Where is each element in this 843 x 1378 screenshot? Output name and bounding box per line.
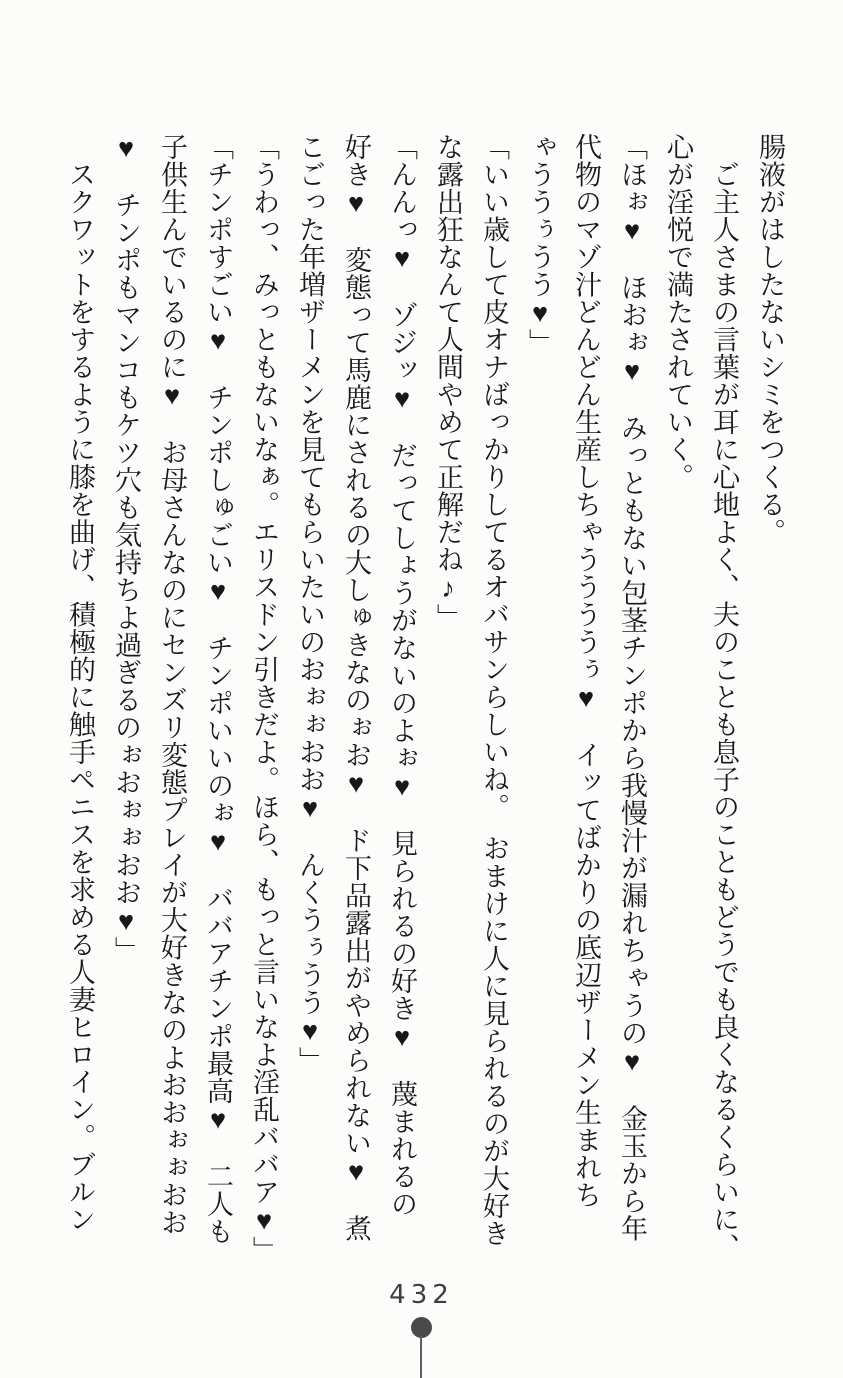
- page-marker-dot-icon: [411, 1317, 432, 1338]
- text-column: 「んんっ♥ ゾジッ♥ だってしょうがないのよぉ♥ 見られるの好き♥ 蔑まれるの: [387, 133, 417, 1218]
- text-column: 「うわっ、みっともないなぁ。エリスドン引きだよ。ほら、もっと言いなよ淫乱ババア♥」: [249, 133, 279, 1264]
- text-column: 「チンポすごい♥ チンポしゅごい♥ チンポいいのぉ♥ ババアチンポ最高♥ 二人も: [203, 133, 233, 1245]
- text-column: 「いい歳して皮オナばっかりしてるオバサンらしいね。 おまけに人に見られるのが大好き: [479, 133, 509, 1247]
- text-column: 心が淫悦で満たされていく。: [663, 133, 693, 491]
- text-column: こごった年増ザーメンを見てもらいたいのおぉぉおお♥ んくうぅうう♥」: [295, 133, 325, 1074]
- text-column: ゃううぅうう♥」: [525, 133, 555, 356]
- text-column: 「ほぉ♥ ほおぉ♥ みっともない包茎チンポから我慢汁が漏れちゃうの♥ 金玉から年: [617, 133, 647, 1242]
- page-marker-stem: [420, 1336, 422, 1378]
- page-number: 432: [389, 1280, 454, 1310]
- page-text: [57, 133, 793, 1283]
- text-column: 腸液がはしたないシミをつくる。: [755, 133, 785, 546]
- text-column: スクワットをするように膝を曲げ、積極的に触手ペニスを求める人妻ヒロイン。ブルン: [65, 133, 95, 1233]
- text-column: 代物のマゾ汁どんどん生産しちゃううううぅ♥ イッてばかりの底辺ザーメン生まれち: [571, 133, 601, 1209]
- text-column: ご主人さまの言葉が耳に心地よく、夫のことも息子のこともどうでも良くなるくらいに、: [709, 133, 739, 1261]
- text-column: 子供生んでいるのに♥ お母さんなのにセンズリ変態プレイが大好きなのよおおぉぉおお: [157, 133, 187, 1236]
- text-column: 好き♥ 変態って馬鹿にされるの大しゅきなのぉお♥ ド下品露出がやめられない♥ 煮: [341, 133, 371, 1242]
- text-column: ♥ チンポもマンコもケツ穴も気持ちよ過ぎるのぉおぉぉおお♥」: [111, 133, 141, 964]
- text-column: な露出狂なんて人間やめて正解だね♪」: [433, 133, 463, 631]
